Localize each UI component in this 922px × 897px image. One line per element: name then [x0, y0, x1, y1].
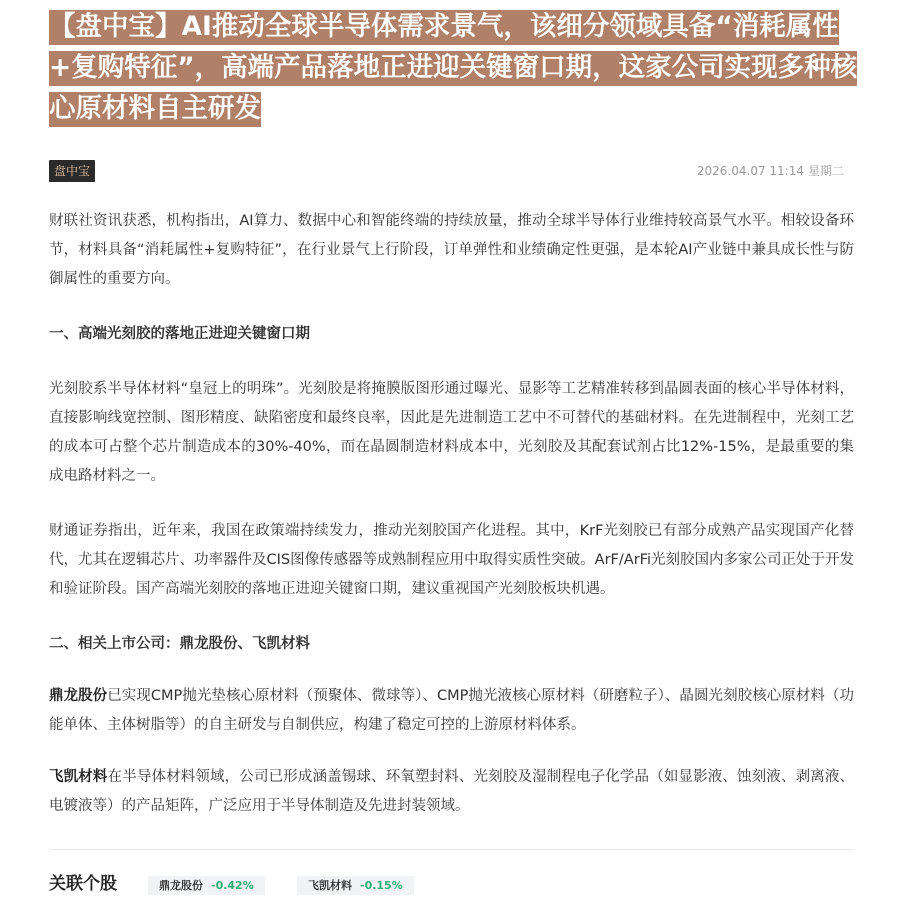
company-name-2: 飞凯材料 [49, 769, 108, 785]
stock-change: -0.15% [360, 879, 403, 892]
stock-name: 鼎龙股份 [159, 879, 203, 892]
divider [49, 849, 854, 850]
stock-change: -0.42% [211, 879, 254, 892]
article-title-text: 【盘中宝】AI推动全球半导体需求景气，该细分领域具备“消耗属性+复购特征”，高端产品落地正进迎关键窗口期，这家公司实现多种核心原材料自主研发 [49, 10, 857, 127]
body-paragraph-2: 财通证券指出，近年来，我国在政策端持续发力，推动光刻胶国产化进程。其中，KrF光刻胶已有部分成熟产品实现国产化替代，尤其在逻辑芯片、功率器件及CIS图像传感器等成熟制程应用中取得实质性突破。ArF/ArFi光刻胶国内多家公司正处于开发和验证阶段。国产高端光刻胶的落地正进迎关键窗口期，建议重视国产光刻胶板块机遇。 [49, 523, 854, 597]
company-text-2: 在半导体材料领域，公司已形成涵盖锡球、环氧塑封料、光刻胶及湿制程电子化学品（如显影液、蚀刻液、剥离液、电镀液等）的产品矩阵，广泛应用于半导体制造及先进封装领域。 [49, 769, 855, 814]
article-title [49, 6, 859, 129]
stock-chip[interactable] [148, 876, 265, 895]
section-heading-2: 二、相关上市公司：鼎龙股份、飞凯材料 [49, 636, 310, 652]
article-page [49, 6, 858, 897]
company-paragraph-2 [49, 763, 854, 821]
article-body [49, 207, 854, 821]
intro-paragraph: 财联社资讯获悉，机构指出，AI算力、数据中心和智能终端的持续放量，推动全球半导体行业维持较高景气水平。相较设备环节，材料具备“消耗属性+复购特征”，在行业景气上行阶段，订单弹性和业绩确定性更强，是本轮AI产业链中兼具成长性与防御属性的重要方向。 [49, 213, 854, 287]
section-heading-1: 一、高端光刻胶的落地正进迎关键窗口期 [49, 326, 310, 342]
stock-name: 飞凯材料 [308, 879, 352, 892]
source-tag[interactable]: 盘中宝 [49, 160, 95, 182]
body-paragraph-1: 光刻胶系半导体材料“皇冠上的明珠”。光刻胶是将掩膜版图形通过曝光、显影等工艺精准转移到晶圆表面的核心半导体材料，直接影响线宽控制、图形精度、缺陷密度和最终良率，因此是先进制造工艺中不可替代的基础材料。在先进制程中，光刻工艺的成本可占整个芯片制造成本的30%-40%，而在晶圆制造材料成本中，光刻胶及其配套试剂占比12%-15%，是最重要的集成电路材料之一。 [49, 381, 854, 484]
company-paragraph-1 [49, 682, 854, 740]
publish-weekday: 星期二 [807, 164, 844, 178]
timestamp [697, 163, 844, 179]
related-stocks-title: 关联个股 [49, 874, 117, 894]
company-text-1: 已实现CMP抛光垫核心原材料（预聚体、微球等）、CMP抛光液核心原材料（研磨粒子）、晶圆光刻胶核心原材料（功能单体、主体树脂等）的自主研发与自制供应，构建了稳定可控的上游原材料体系。 [49, 688, 855, 733]
publish-date: 2026.04.07 11:14 [696, 164, 804, 178]
related-stocks [49, 873, 854, 897]
stock-chip[interactable] [297, 876, 414, 895]
article-meta [49, 160, 854, 184]
company-name-1: 鼎龙股份 [49, 688, 108, 704]
